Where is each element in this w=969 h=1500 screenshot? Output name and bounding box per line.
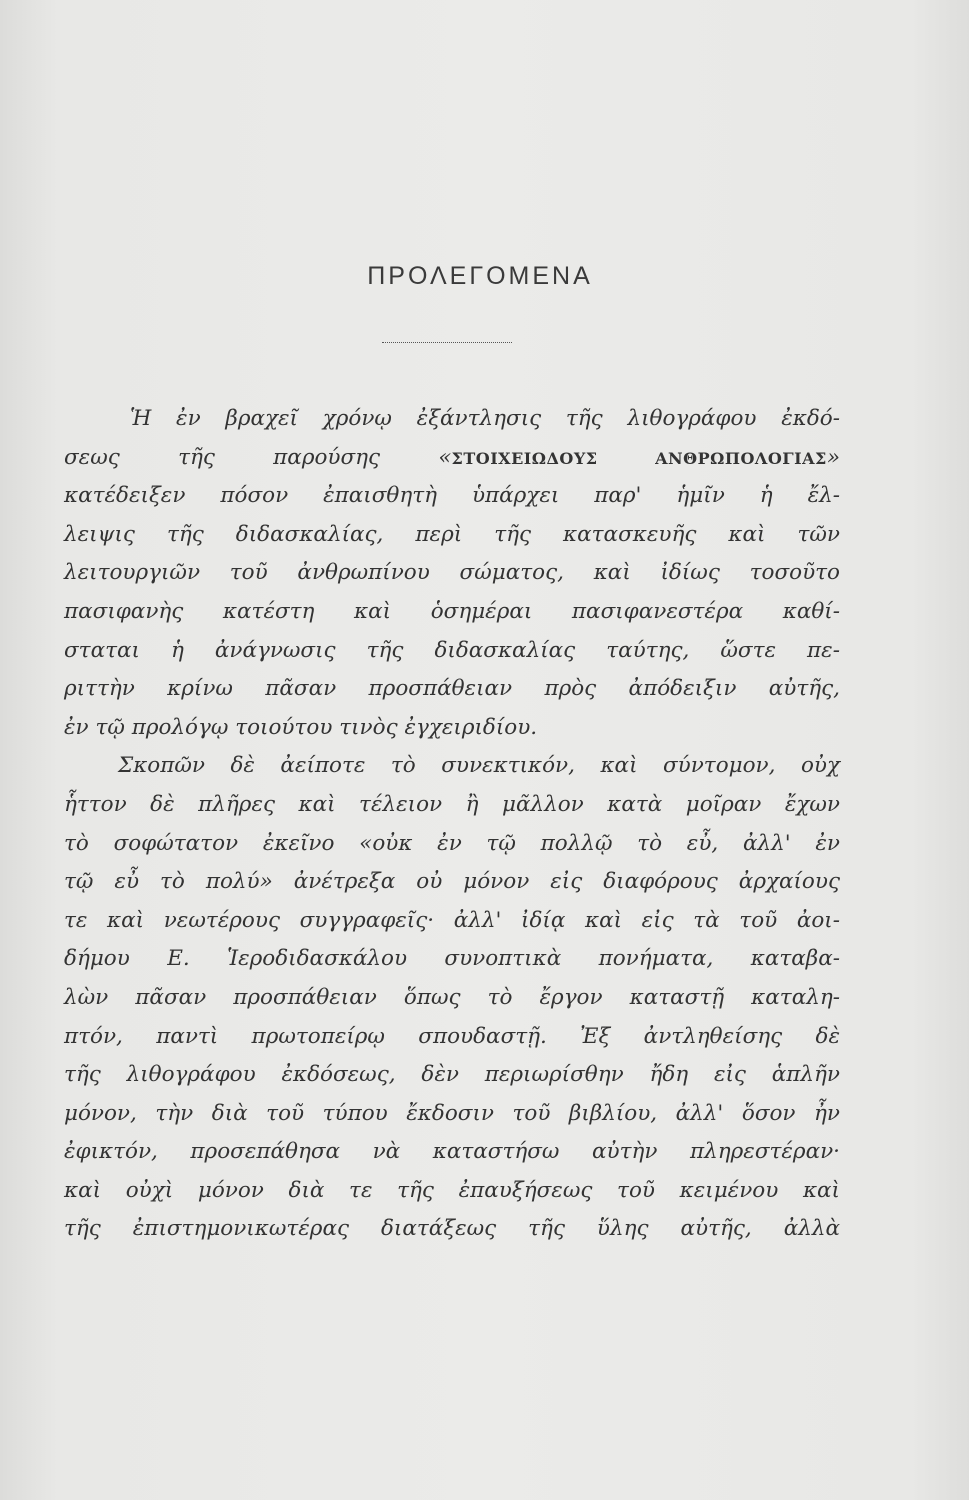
text-line: ριττὴν κρίνω πᾶσαν προσπάθειαν πρὸς ἀπόδειξιν αὐτῆς, bbox=[64, 676, 840, 702]
text-line: πτόν, παντὶ πρωτοπείρῳ σπουδαστῇ. Ἐξ ἀντληθείσης δὲ bbox=[64, 1023, 840, 1049]
text-line: σταται ἡ ἀνάγνωσις τῆς διδασκαλίας ταύτης, ὥστε πε- bbox=[64, 637, 840, 663]
text-line: τῆς λιθογράφου ἐκδόσεως, δὲν περιωρίσθην ἤδη εἰς ἁπλῆν bbox=[64, 1062, 840, 1088]
text-line: λὼν πᾶσαν προσπάθειαν ὅπως τὸ ἔργον καταστῇ καταλη- bbox=[64, 984, 840, 1010]
text-line: δήμου Ε. Ἱεροδιδασκάλου συνοπτικὰ πονήματα, καταβα- bbox=[64, 946, 840, 972]
heading-divider bbox=[382, 342, 512, 343]
text-line bbox=[64, 439, 840, 478]
body-text bbox=[64, 400, 840, 1249]
text-line: πασιφανὴς κατέστη καὶ ὁσημέραι πασιφανεστέρα καθί- bbox=[64, 598, 840, 624]
text-fragment: » bbox=[826, 444, 840, 470]
text-line: τῷ εὖ τὸ πολύ» ἀνέτρεξα οὐ μόνον εἰς διαφόρους ἀρχαίους bbox=[64, 869, 840, 895]
text-line: κατέδειξεν πόσον ἐπαισθητὴ ὑπάρχει παρ' ἡμῖν ἡ ἔλ- bbox=[64, 483, 840, 509]
text-line: ἐν τῷ προλόγῳ τοιούτου τινὸς ἐγχειριδίου. bbox=[64, 714, 538, 740]
text-line: τῆς ἐπιστημονικωτέρας διατάξεως τῆς ὕλης αὐτῆς, ἀλλὰ bbox=[64, 1216, 840, 1242]
text-line: τὸ σοφώτατον ἐκεῖνο «οὐκ ἐν τῷ πολλῷ τὸ εὖ, ἀλλ' ἐν bbox=[64, 830, 840, 856]
book-title-caps: ΣΤΟΙΧΕΙΩΔΟΥΣ ΑΝΘΡΩΠΟΛΟΓΙΑΣ bbox=[451, 448, 827, 468]
text-line: Ἡ ἐν βραχεῖ χρόνῳ ἐξάντλησις τῆς λιθογράφου ἐκδό- bbox=[130, 406, 840, 431]
text-line: καὶ οὐχὶ μόνον διὰ τε τῆς ἐπαυξήσεως τοῦ κειμένου καὶ bbox=[64, 1177, 840, 1203]
text-line: λειτουργιῶν τοῦ ἀνθρωπίνου σώματος, καὶ ἰδίως τοσοῦτο bbox=[64, 560, 840, 586]
text-line: ἐφικτόν, προσεπάθησα νὰ καταστήσω αὐτὴν πληρεστέραν· bbox=[64, 1139, 840, 1165]
text-line: μόνον, τὴν διὰ τοῦ τύπου ἔκδοσιν τοῦ βιβλίου, ἀλλ' ὅσον ἦν bbox=[64, 1100, 840, 1126]
text-line: τε καὶ νεωτέρους συγγραφεῖς· ἀλλ' ἰδίᾳ καὶ εἰς τὰ τοῦ ἀοι- bbox=[64, 907, 840, 933]
page-heading: ΠΡΟΛΕΓΟΜΕΝΑ bbox=[367, 262, 593, 290]
text-line: Σκοπῶν δὲ ἀείποτε τὸ συνεκτικόν, καὶ σύντομον, οὐχ bbox=[118, 753, 840, 779]
text-line: λειψις τῆς διδασκαλίας, περὶ τῆς κατασκευῆς καὶ τῶν bbox=[64, 521, 840, 547]
text-fragment: σεως τῆς παρούσης « bbox=[64, 444, 452, 470]
text-line: ἧττον δὲ πλῆρες καὶ τέλειον ἢ μᾶλλον κατὰ μοῖραν ἔχων bbox=[64, 791, 840, 817]
